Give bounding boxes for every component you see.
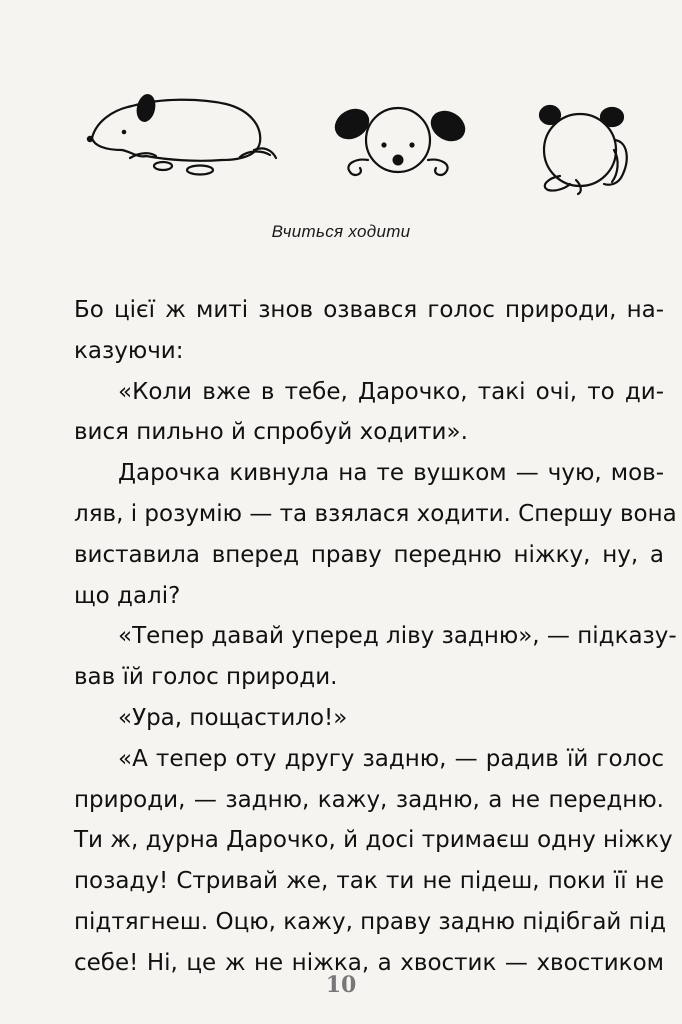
mouse-front-drawing [331, 104, 469, 175]
text-line: Ти ж, дурна Дарочко, й досі тримаєш одну ніжку [74, 827, 673, 854]
text-line: виставила вперед праву передню ніжку, ну, а [74, 541, 664, 568]
figure-caption: Вчиться ходити [271, 222, 411, 241]
text-line: вав їй голос природи. [74, 664, 338, 691]
body-text [74, 290, 677, 984]
mouse-lying-drawing [87, 94, 276, 175]
text-line: підтягнеш. Оцю, кажу, праву задню підібгай під [74, 908, 667, 935]
figure-illustrations [0, 0, 682, 200]
text-line: що далі? [74, 582, 181, 609]
text-line: Дарочка кивнула на те вушком — чую, мов- [118, 460, 664, 487]
text-line: казуючи: [74, 337, 184, 364]
text-line: «А тепер оту другу задню, — радив їй голос [118, 745, 664, 772]
text-line: природи, — задню, кажу, задню, а не передню. [74, 786, 664, 813]
text-line: себе! Ні, це ж не ніжка, а хвостик — хвостиком [74, 949, 664, 976]
text-line: «Ура, пощастило!» [118, 704, 348, 731]
page-number: 10 [325, 972, 357, 998]
text-line: Бо цієї ж миті знов озвався голос природи, на- [74, 297, 664, 323]
text-line: позаду! Стривай же, так ти не підеш, поки її не [74, 868, 664, 895]
text-line: ляв, і розумію — та взялася ходити. Спершу вона [74, 500, 677, 527]
mouse-back-drawing [540, 106, 627, 194]
text-line: «Тепер давай уперед ліву задню», — підказу- [118, 623, 677, 650]
text-line: вися пильно й спробуй ходити». [74, 419, 468, 446]
text-line: «Коли вже в тебе, Дарочко, такі очі, то ди- [118, 378, 664, 405]
